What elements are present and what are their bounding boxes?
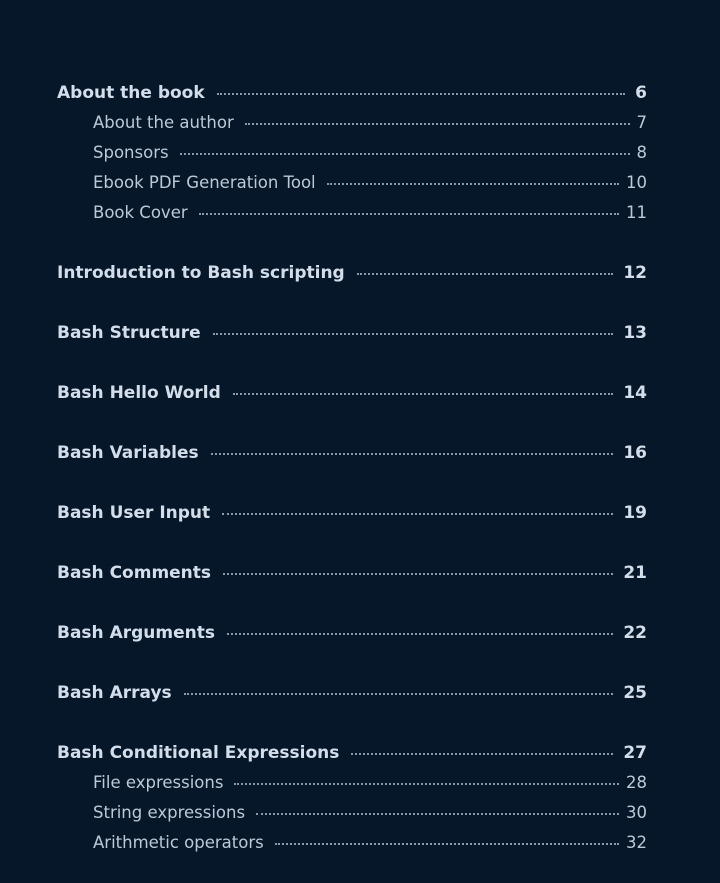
- toc-entry-label: Bash Structure: [57, 323, 201, 343]
- toc-entry-page-number: 21: [623, 563, 647, 583]
- toc-entry-page-number: 30: [626, 803, 647, 822]
- dot-leader: [199, 213, 619, 215]
- dot-leader: [213, 333, 614, 335]
- toc-entry-page-number: 7: [636, 113, 647, 132]
- dot-leader: [222, 513, 613, 515]
- toc-entry-bash-hello-world[interactable]: [57, 378, 647, 408]
- toc-entry-ebook-pdf-generation-tool[interactable]: [57, 168, 647, 198]
- section-spacer: [57, 648, 647, 678]
- toc-entry-page-number: 14: [623, 383, 647, 403]
- dot-leader: [180, 153, 630, 155]
- toc-entry-about-the-book[interactable]: [57, 78, 647, 108]
- section-spacer: [57, 708, 647, 738]
- dot-leader: [245, 123, 630, 125]
- toc-entry-arithmetic-operators[interactable]: [57, 828, 647, 858]
- toc-entry-label: File expressions: [93, 773, 224, 792]
- toc-entry-page-number: 27: [623, 743, 647, 763]
- toc-entry-page-number: 19: [623, 503, 647, 523]
- toc-entry-book-cover[interactable]: [57, 198, 647, 228]
- dot-leader: [351, 753, 613, 755]
- toc-entry-page-number: 13: [623, 323, 647, 343]
- dot-leader: [184, 693, 614, 695]
- toc-entry-sponsors[interactable]: [57, 138, 647, 168]
- section-spacer: [57, 348, 647, 378]
- toc-entry-label: Book Cover: [93, 203, 188, 222]
- toc-entry-label: Bash User Input: [57, 503, 211, 523]
- dot-leader: [217, 93, 625, 95]
- dot-leader: [227, 633, 613, 635]
- toc-entry-introduction-to-bash-scripting[interactable]: [57, 258, 647, 288]
- toc-entry-page-number: 6: [635, 83, 647, 103]
- toc-entry-bash-arguments[interactable]: [57, 618, 647, 648]
- section-spacer: [57, 588, 647, 618]
- section-spacer: [57, 528, 647, 558]
- toc-entry-page-number: 16: [623, 443, 647, 463]
- dot-leader: [327, 183, 619, 185]
- toc-entry-page-number: 8: [636, 143, 647, 162]
- toc-entry-page-number: 10: [626, 173, 647, 192]
- toc-entry-label: Bash Hello World: [57, 383, 221, 403]
- toc-entry-page-number: 22: [623, 623, 647, 643]
- dot-leader: [275, 843, 619, 845]
- section-spacer: [57, 468, 647, 498]
- toc-entry-label: Bash Arrays: [57, 683, 172, 703]
- toc-entry-page-number: 25: [623, 683, 647, 703]
- section-spacer: [57, 228, 647, 258]
- toc-entry-file-expressions[interactable]: [57, 768, 647, 798]
- toc-entry-bash-arrays[interactable]: [57, 678, 647, 708]
- dot-leader: [223, 573, 613, 575]
- toc-entry-label: Bash Variables: [57, 443, 199, 463]
- toc-entry-bash-variables[interactable]: [57, 438, 647, 468]
- table-of-contents: [57, 78, 647, 858]
- toc-entry-bash-structure[interactable]: [57, 318, 647, 348]
- toc-entry-label: Introduction to Bash scripting: [57, 263, 345, 283]
- toc-entry-label: String expressions: [93, 803, 246, 822]
- toc-entry-label: About the book: [57, 83, 205, 103]
- dot-leader: [211, 453, 614, 455]
- toc-entry-page-number: 28: [626, 773, 647, 792]
- toc-entry-bash-conditional-expressions[interactable]: [57, 738, 647, 768]
- toc-entry-label: Ebook PDF Generation Tool: [93, 173, 316, 192]
- toc-entry-string-expressions[interactable]: [57, 798, 647, 828]
- toc-entry-label: Sponsors: [93, 143, 169, 162]
- toc-entry-bash-comments[interactable]: [57, 558, 647, 588]
- section-spacer: [57, 408, 647, 438]
- toc-entry-page-number: 32: [626, 833, 647, 852]
- toc-entry-label: Bash Conditional Expressions: [57, 743, 340, 763]
- toc-entry-label: Bash Arguments: [57, 623, 215, 643]
- toc-entry-label: Arithmetic operators: [93, 833, 264, 852]
- toc-entry-about-the-author[interactable]: [57, 108, 647, 138]
- dot-leader: [234, 783, 619, 785]
- dot-leader: [233, 393, 614, 395]
- toc-entry-page-number: 11: [626, 203, 647, 222]
- toc-entry-page-number: 12: [623, 263, 647, 283]
- dot-leader: [256, 813, 619, 815]
- section-spacer: [57, 288, 647, 318]
- dot-leader: [357, 273, 614, 275]
- toc-entry-label: Bash Comments: [57, 563, 212, 583]
- toc-entry-label: About the author: [93, 113, 234, 132]
- toc-entry-bash-user-input[interactable]: [57, 498, 647, 528]
